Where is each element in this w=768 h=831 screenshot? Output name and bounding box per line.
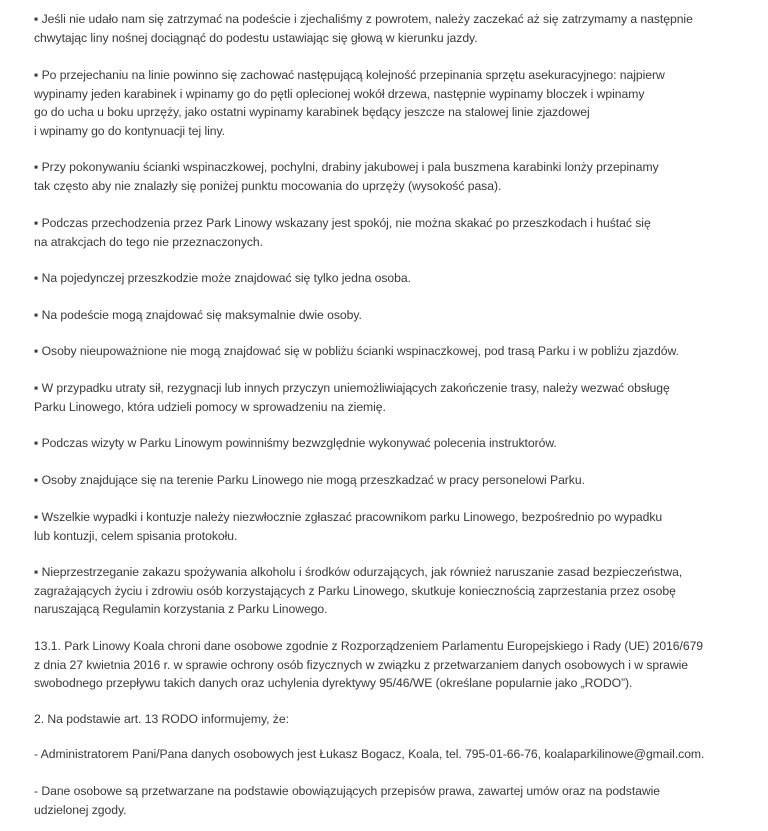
text-line: ▪ Po przejechaniu na linie powinno się zachować następującą kolejność przepinania sprzętu asekuracyjnego: najpierw: [34, 68, 665, 82]
text-line: chwytając liny nośnej dociągnąć do podestu ustawiając się głową w kierunku jazdy.: [34, 30, 478, 45]
gdpr-section-2: [34, 710, 734, 729]
rule-alcohol-ban: [34, 563, 734, 619]
text-line: swobodnego przepływu takich danych oraz uchylenia dyrektywy 95/46/WE (określane popularnie jako „RODO”).: [34, 676, 633, 690]
rule-two-persons-platform: [34, 306, 734, 325]
text-line: naruszającą Regulamin korzystania z Parku Linowego.: [34, 602, 328, 616]
text-line: 13.1. Park Linowy Koala chroni dane osobowe zgodnie z Rozporządzeniem Parlamentu Europejskiego i Rady (UE) 2016/679: [34, 639, 704, 653]
rule-climbing-wall: [34, 158, 734, 195]
text-line: z dnia 27 kwietnia 2016 r. w sprawie ochrony osób fizycznych w związku z przetwarzaniem danych osobowych i w sprawie: [34, 657, 688, 672]
text-line: ▪ Podczas przechodzenia przez Park Linowy wskazany jest spokój, nie można skakać po przeszkodach i huśtać się: [34, 216, 651, 230]
rule-unauthorized-persons: [34, 342, 734, 361]
rule-call-staff: [34, 379, 734, 416]
text-line: ▪ Osoby znajdujące się na terenie Parku Linowego nie mogą przeszkadzać w pracy personelowi Parku.: [34, 473, 585, 487]
text-line: wypinamy jeden karabinek i wpinamy go do pętli oplecionej wokół drzewa, następnie wypinamy bloczek i wpinamy: [34, 86, 645, 101]
text-line: 2. Na podstawie art. 13 RODO informujemy, że:: [34, 712, 289, 726]
rule-stop-on-platform: [34, 10, 734, 47]
text-line: ▪ Osoby nieupoważnione nie mogą znajdować się w pobliżu ścianki wspinaczkowej, pod trasą Parku i w pobliżu zjazdów.: [34, 344, 679, 358]
text-line: go do ucha u boku uprzęży, jako ostatni wypinamy karabinek będący jeszcze na stalowej linie zjazdowej: [34, 105, 590, 119]
text-line: zagrażających życiu i zdrowiu osób korzystających z Parku Linowego, skutkuje koniecznością zaprzestania przez osobę: [34, 583, 676, 598]
text-line: ▪ Wszelkie wypadki i kontuzje należy niezwłocznie zgłaszać pracownikom parku Linowego, bezpośrednio po wypadku: [34, 510, 663, 524]
rule-one-person-obstacle: [34, 269, 734, 288]
text-line: i wpinamy go do kontynuacji tej liny.: [34, 123, 225, 138]
gdpr-administrator: [34, 745, 734, 764]
gdpr-section-13-1: [34, 637, 734, 693]
text-line: na atrakcjach do tego nie przeznaczonych.: [34, 234, 263, 249]
text-line: Parku Linowego, która udzieli pomocy w sprowadzeniu na ziemię.: [34, 399, 386, 414]
text-line: - Administratorem Pani/Pana danych osobowych jest Łukasz Bogacz, Koala, tel. 795-01-66-76, koalaparkilinowe@gmail.com.: [34, 747, 705, 761]
text-line: lub kontuzji, celem spisania protokołu.: [34, 528, 238, 543]
text-line: udzielonej zgody.: [34, 802, 127, 817]
text-line: ▪ Nieprzestrzeganie zakazu spożywania alkoholu i środków odurzających, jak również naruszanie zasad bezpieczeństwa,: [34, 565, 683, 579]
text-line: tak często aby nie znalazły się poniżej punktu mocowania do uprzęży (wysokość pasa).: [34, 178, 502, 193]
text-line: ▪ Na pojedynczej przeszkodzie może znajdować się tylko jedna osoba.: [34, 271, 411, 285]
text-line: ▪ Na podeście mogą znajdować się maksymalnie dwie osoby.: [34, 308, 362, 322]
rule-no-disturbing-staff: [34, 471, 734, 490]
text-line: ▪ Przy pokonywaniu ścianki wspinaczkowej, pochylni, drabiny jakubowej i pala buszmena karabinki lonży przepinamy: [34, 160, 659, 174]
rule-follow-instructors: [34, 434, 734, 453]
text-line: - Dane osobowe są przetwarzane na podstawie obowiązujących przepisów prawa, zawartej umów oraz na podstawie: [34, 784, 661, 798]
text-line: ▪ Podczas wizyty w Parku Linowym powinniśmy bezwzględnie wykonywać polecenia instruktorów.: [34, 436, 557, 450]
rule-equipment-sequence: [34, 66, 734, 140]
gdpr-legal-basis: [34, 782, 734, 819]
text-line: ▪ Jeśli nie udało nam się zatrzymać na podeście i zjechaliśmy z powrotem, należy zaczekać aż się zatrzymamy a następnie: [34, 12, 693, 26]
rule-report-accidents: [34, 508, 734, 545]
text-line: ▪ W przypadku utraty sił, rezygnacji lub innych przyczyn uniemożliwiających zakończenie trasy, należy wezwać obsługę: [34, 381, 670, 395]
rule-calm-behaviour: [34, 214, 734, 251]
